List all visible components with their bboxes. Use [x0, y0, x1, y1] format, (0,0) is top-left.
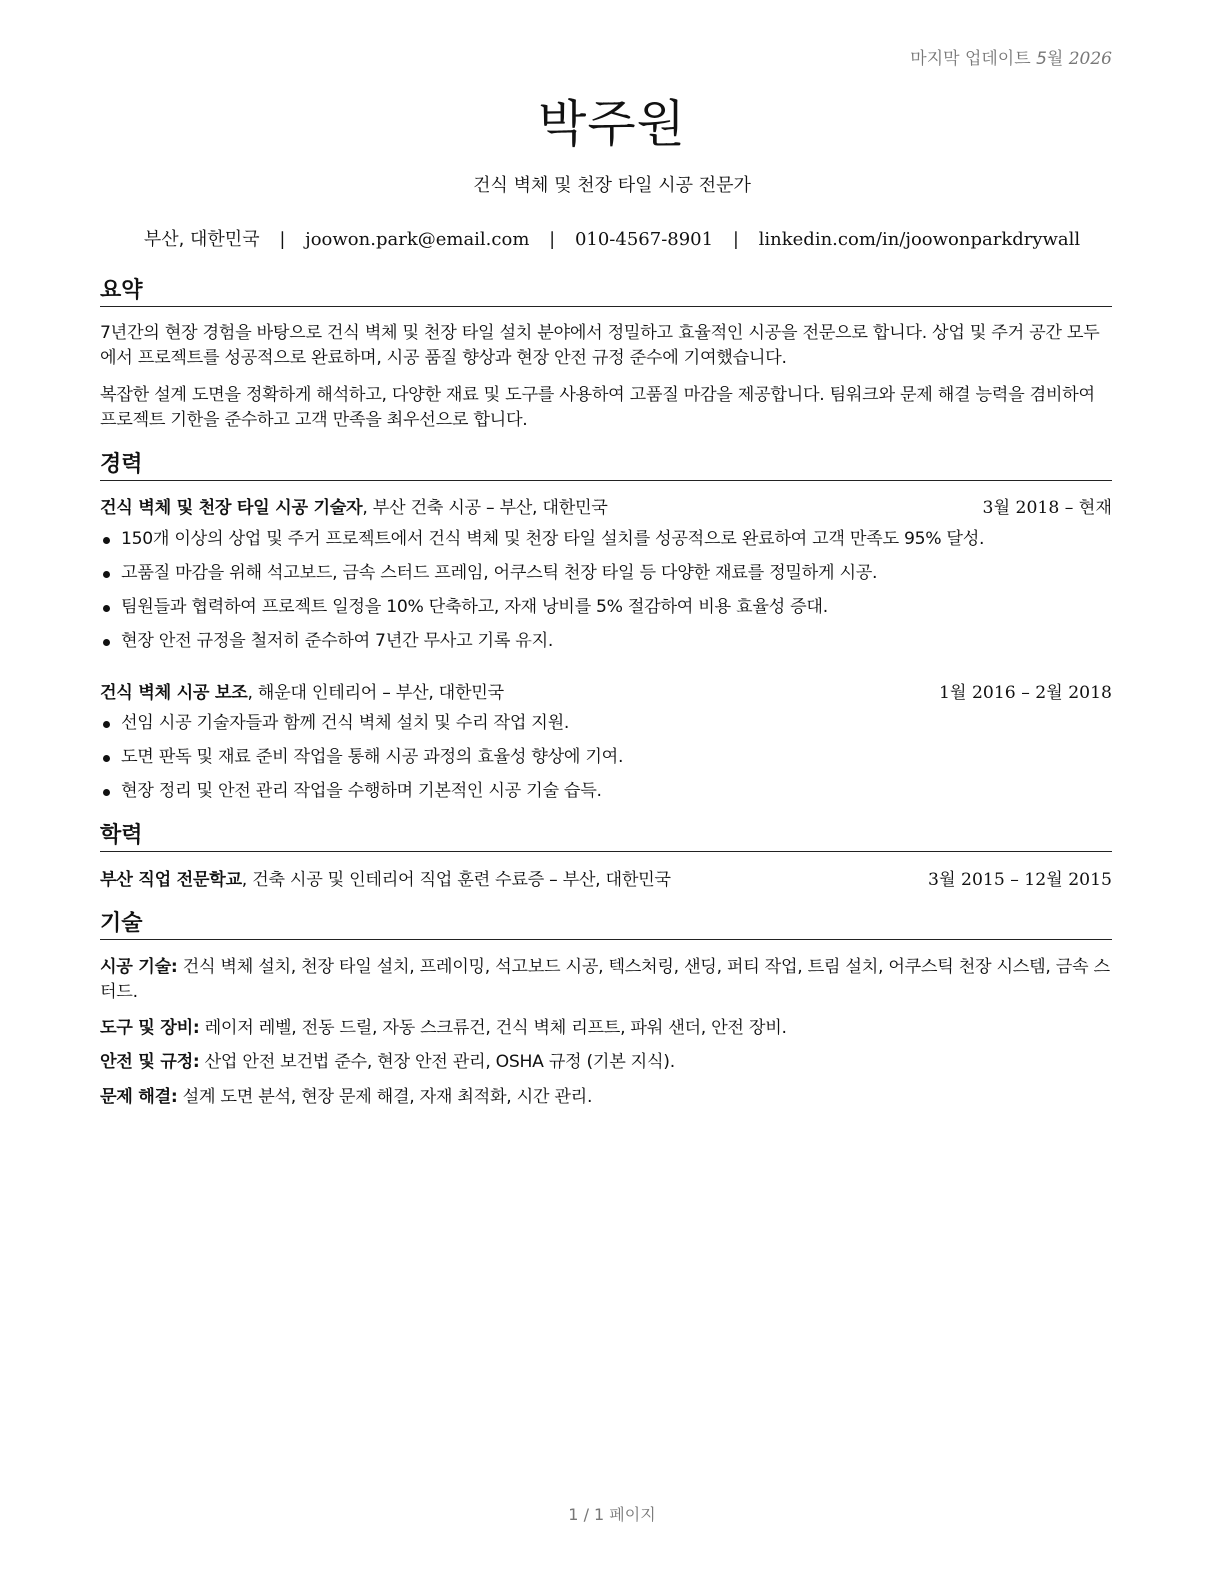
skill-line: [100, 1016, 1112, 1041]
contact-separator: |: [549, 229, 556, 250]
skill-label: 안전 및 규정:: [100, 1052, 200, 1072]
contact-line: [0, 225, 1224, 251]
candidate-title: 건식 벽체 및 천장 타일 시공 전문가: [473, 175, 751, 196]
skill-line: [100, 955, 1112, 1005]
contact-separator: |: [732, 229, 739, 250]
education-entry: [100, 868, 1112, 892]
last-updated-month: 5월: [1036, 49, 1064, 69]
section-heading-summary: 요약: [100, 278, 1112, 307]
skill-label: 도구 및 장비:: [100, 1018, 200, 1038]
skill-text: 레이저 레벨, 전동 드릴, 자동 스크류건, 건식 벽체 리프트, 파워 샌더, 안전 장비.: [199, 1018, 787, 1038]
skill-text: 산업 안전 보건법 준수, 현장 안전 관리, OSHA 규정 (기본 지식).: [199, 1052, 675, 1072]
job-header: [100, 496, 1112, 520]
job-header: [100, 681, 1112, 705]
summary-paragraph: 7년간의 현장 경험을 바탕으로 건식 벽체 및 천장 타일 설치 분야에서 정밀하고 효율적인 시공을 전문으로 합니다. 상업 및 주거 공간 모두에서 프로젝트를 성공적으로 완료하며, 시공 품질 향상과 현장 안전 규정 준수에 기여했습니다.: [100, 323, 1100, 368]
job-bullets: [100, 527, 1112, 663]
skill-label: 시공 기술:: [100, 957, 178, 977]
education-detail: , 건축 시공 및 인테리어 직업 훈련 수료증 – 부산, 대한민국: [241, 870, 671, 890]
skill-line: [100, 1085, 1112, 1110]
list-item: 현장 정리 및 안전 관리 작업을 수행하며 기본적인 시공 기술 습득.: [100, 779, 1112, 813]
job-org: , 부산 건축 시공 – 부산, 대한민국: [362, 498, 608, 518]
job-role: 건식 벽체 및 천장 타일 시공 기술자: [100, 498, 363, 518]
section-heading-skills: 기술: [100, 911, 1112, 940]
skill-label: 문제 해결:: [100, 1087, 178, 1107]
contact-location: 부산, 대한민국: [143, 229, 260, 250]
list-item: 150개 이상의 상업 및 주거 프로젝트에서 건식 벽체 및 천장 타일 설치를 성공적으로 완료하여 고객 만족도 95% 달성.: [100, 527, 1112, 561]
list-item: 선임 시공 기술자들과 함께 건식 벽체 설치 및 수리 작업 지원.: [100, 711, 1112, 745]
skill-text: 건식 벽체 설치, 천장 타일 설치, 프레이밍, 석고보드 시공, 텍스처링, 샌딩, 퍼티 작업, 트림 설치, 어쿠스틱 천장 시스템, 금속 스터드.: [100, 957, 1110, 1002]
list-item: 현장 안전 규정을 철저히 준수하여 7년간 무사고 기록 유지.: [100, 629, 1112, 663]
candidate-name: 박주원: [538, 95, 686, 153]
job-bullets: [100, 711, 1112, 813]
section-heading-experience: 경력: [100, 452, 1112, 481]
summary-paragraph: 복잡한 설계 도면을 정확하게 해석하고, 다양한 재료 및 도구를 사용하여 고품질 마감을 제공합니다. 팀워크와 문제 해결 능력을 겸비하여 프로젝트 기한을 준수하고 고객 만족을 최우선으로 합니다.: [100, 385, 1095, 430]
job-dates: 3월 2018 – 현재: [982, 498, 1112, 518]
list-item: 고품질 마감을 위해 석고보드, 금속 스터드 프레임, 어쿠스틱 천장 타일 등 다양한 재료를 정밀하게 시공.: [100, 561, 1112, 595]
section-heading-education: 학력: [100, 823, 1112, 852]
last-updated-year: 2026: [1068, 49, 1112, 69]
education-school-detail: [100, 868, 671, 892]
list-item: 팀원들과 협력하여 프로젝트 일정을 10% 단축하고, 자재 낭비를 5% 절감하여 비용 효율성 증대.: [100, 595, 1112, 629]
job-role: 건식 벽체 시공 보조: [100, 683, 248, 703]
contact-separator: |: [279, 229, 286, 250]
last-updated-label: 마지막 업데이트: [910, 49, 1031, 69]
job-role-org: [100, 681, 504, 705]
contact-phone: 010-4567-8901: [574, 229, 714, 250]
education-dates: 3월 2015 – 12월 2015: [928, 870, 1112, 890]
list-item: 도면 판독 및 재료 준비 작업을 통해 시공 과정의 효율성 향상에 기여.: [100, 745, 1112, 779]
skill-text: 설계 도면 분석, 현장 문제 해결, 자재 최적화, 시간 관리.: [177, 1087, 593, 1107]
last-updated: [910, 44, 1112, 69]
contact-linkedin[interactable]: linkedin.com/in/joowonparkdrywall: [758, 229, 1081, 250]
job-role-org: [100, 496, 608, 520]
education-school: 부산 직업 전문학교: [100, 870, 242, 890]
page-number: 1 / 1 페이지: [568, 1505, 656, 1524]
skill-line: [100, 1050, 1112, 1075]
job-org: , 해운대 인테리어 – 부산, 대한민국: [247, 683, 504, 703]
job-dates: 1월 2016 – 2월 2018: [938, 683, 1112, 703]
contact-email[interactable]: joowon.park@email.com: [305, 229, 530, 250]
